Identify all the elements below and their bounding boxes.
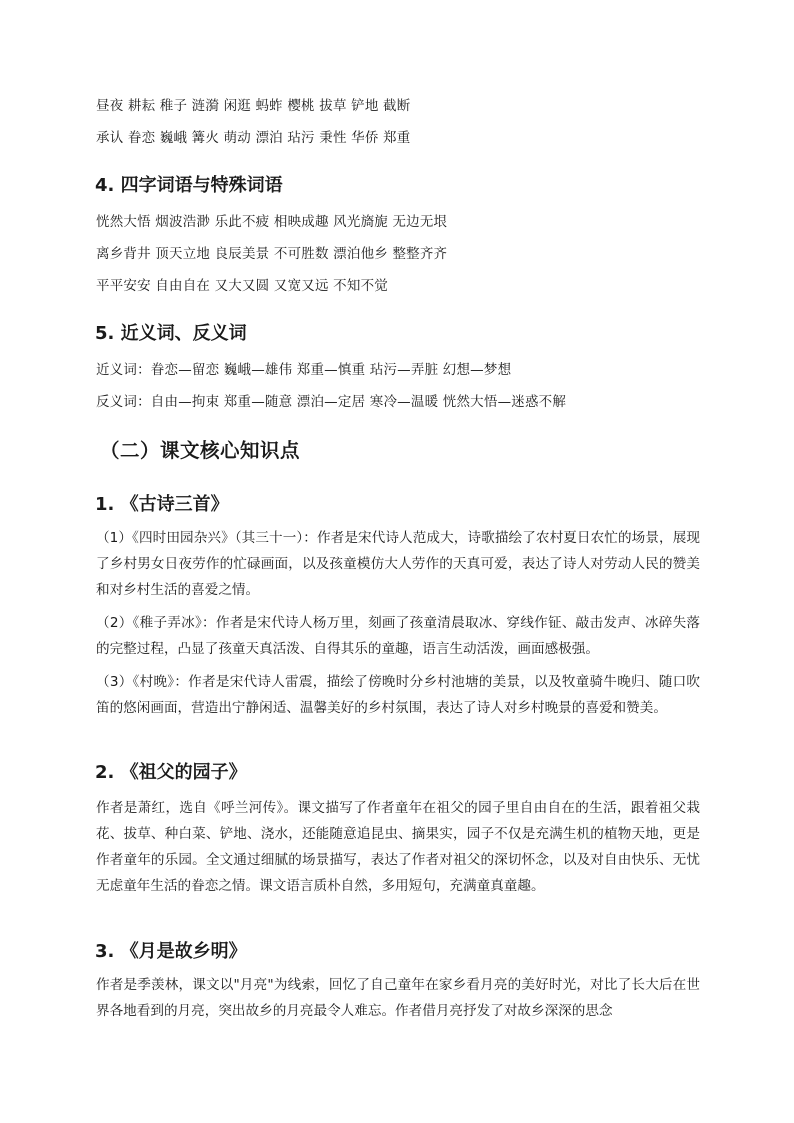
lesson-1-body [96, 525, 700, 721]
lesson-1-heading: 1. 《古诗三首》 [95, 494, 229, 515]
part-2-heading: （二）课文核心知识点 [100, 439, 301, 462]
lesson-3-heading: 3. 《月是故乡明》 [95, 941, 247, 962]
section-4-heading: 4. 四字词语与特殊词语 [95, 175, 283, 196]
four-char-words-line-1: 恍然大悟 烟波浩渺 乐此不疲 相映成趣 风光旖旎 无边无垠 [96, 214, 448, 230]
lesson-2-body [96, 795, 700, 899]
poem-3-paragraph: （3）《村晚》：作者是宋代诗人雷震，描绘了傍晚时分乡村池塘的美景，以及牧童骑牛晚归、随口吹笛的悠闲画面，营造出宁静闲适、温馨美好的乡村氛围，表达了诗人对乡村晚景的喜爱和赞美。 [96, 674, 700, 716]
lesson-2-heading: 2. 《祖父的园子》 [95, 762, 247, 783]
word-list-line-1: 昼夜 耕耘 稚子 涟漪 闲逛 蚂蚱 樱桃 拔草 铲地 截断 [96, 98, 411, 114]
poem-1-paragraph: （1）《四时田园杂兴》（其三十一）：作者是宋代诗人范成大，诗歌描绘了农村夏日农忙的场景，展现了乡村男女日夜劳作的忙碌画面，以及孩童模仿大人劳作的天真可爱，表达了诗人对劳动人民的赞美和对乡村生活的喜爱之情。 [96, 530, 700, 598]
word-list-line-2: 承认 眷恋 巍峨 篝火 萌动 漂泊 玷污 秉性 华侨 郑重 [96, 130, 411, 146]
synonyms-line: 近义词：眷恋—留恋 巍峨—雄伟 郑重—慎重 玷污—弄脏 幻想—梦想 [96, 362, 512, 378]
lesson-2-paragraph: 作者是萧红，选自《呼兰河传》。课文描写了作者童年在祖父的园子里自由自在的生活，跟着祖父栽花、拔草、种白菜、铲地、浇水，还能随意追昆虫、摘果实，园子不仅是充满生机的植物天地，更是作者童年的乐园。全文通过细腻的场景描写，表达了作者对祖父的深切怀念，以及对自由快乐、无忧无虑童年生活的眷恋之情。课文语言质朴自然，多用短句，充满童真童趣。 [96, 800, 700, 894]
lesson-3-body [96, 972, 700, 1024]
lesson-3-paragraph: 作者是季羡林，课文以"月亮"为线索，回忆了自己童年在家乡看月亮的美好时光，对比了长大后在世界各地看到的月亮，突出故乡的月亮最令人难忘。作者借月亮抒发了对故乡深深的思念 [96, 977, 700, 1019]
section-5-heading: 5. 近义词、反义词 [95, 323, 247, 344]
four-char-words-line-2: 离乡背井 顶天立地 良辰美景 不可胜数 漂泊他乡 整整齐齐 [96, 246, 448, 262]
four-char-words-line-3: 平平安安 自由自在 又大又圆 又宽又远 不知不觉 [96, 278, 388, 294]
antonyms-line: 反义词：自由—拘束 郑重—随意 漂泊—定居 寒冷—温暖 恍然大悟—迷惑不解 [96, 394, 567, 410]
poem-2-paragraph: （2）《稚子弄冰》：作者是宋代诗人杨万里，刻画了孩童清晨取冰、穿线作钲、敲击发声、冰碎失落的完整过程，凸显了孩童天真活泼、自得其乐的童趣，语言生动活泼，画面感极强。 [96, 615, 700, 657]
